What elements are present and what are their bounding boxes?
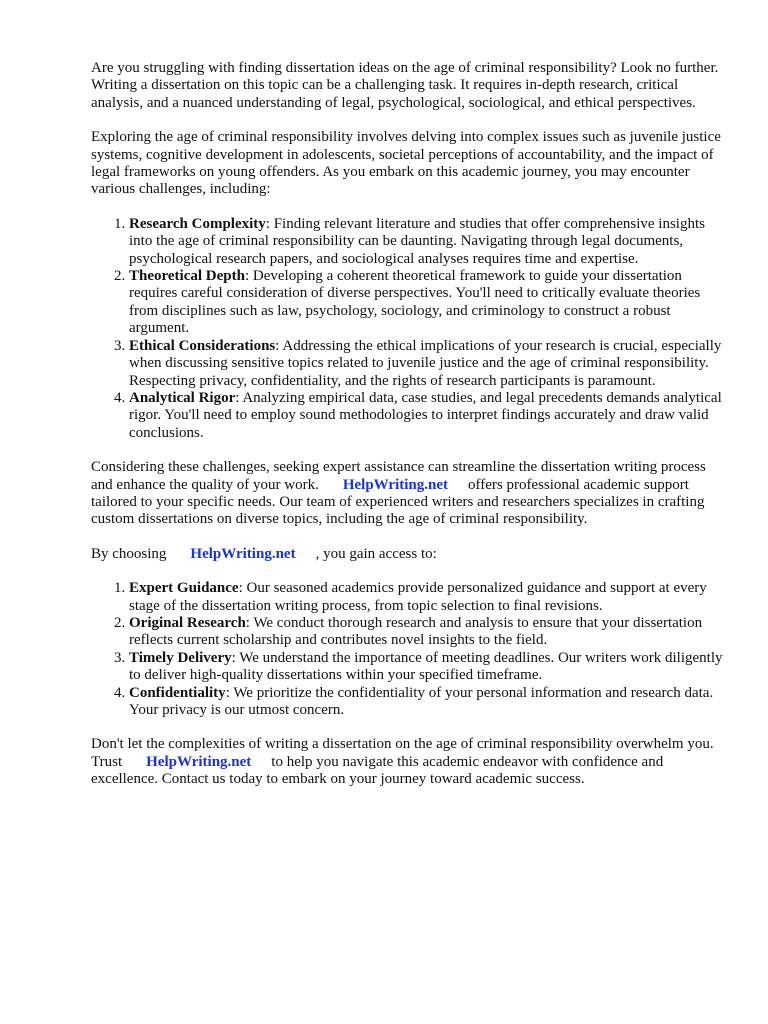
intro-paragraph: Are you struggling with finding dissertation ideas on the age of criminal responsibility? Look no further. Writing a dissertation on this topic can be a challenging task. It requires in-depth research, critical analysis, and a nuanced understanding of legal, psychological, sociological, and ethical perspectives. bbox=[91, 60, 719, 111]
helpwriting-link[interactable]: HelpWriting.net bbox=[342, 476, 448, 493]
exploring-paragraph: Exploring the age of criminal responsibility involves delving into complex issues such as juvenile justice systems, cognitive development in adolescents, societal perceptions of accountability, and the impact of legal frameworks on young offenders. As you embark on this academic journey, you may encounter various challenges, including: bbox=[91, 129, 721, 198]
list-item bbox=[129, 615, 731, 650]
benefits-list bbox=[91, 580, 731, 719]
benefit-text: : We prioritize the confidentiality of your personal information and research data. Your privacy is our utmost concern. bbox=[129, 684, 714, 718]
helpwriting-link[interactable]: HelpWriting.net bbox=[146, 753, 252, 770]
list-item bbox=[129, 268, 731, 338]
benefit-term: Original Research bbox=[129, 614, 246, 631]
considering-paragraph bbox=[91, 459, 731, 529]
choosing-text-after: , you gain access to: bbox=[315, 545, 437, 562]
closing-paragraph bbox=[91, 736, 731, 788]
benefit-term: Expert Guidance bbox=[129, 580, 239, 597]
benefit-term: Timely Delivery bbox=[129, 649, 232, 666]
benefit-text: : Our seasoned academics provide personalized guidance and support at every stage of the dissertation writing process, from topic selection to final revisions. bbox=[129, 580, 707, 614]
challenge-text: : Finding relevant literature and studies that offer comprehensive insights into the age of criminal responsibility can be daunting. Navigating through legal documents, psychological research papers, and sociological analyses requires time and expertise. bbox=[129, 215, 705, 267]
list-item bbox=[129, 685, 731, 720]
list-item bbox=[129, 216, 731, 268]
challenge-text: : Analyzing empirical data, case studies, and legal precedents demands analytical rigor. You'll need to employ sound methodologies to interpret findings accurately and draw valid conclusions. bbox=[129, 389, 722, 441]
challenge-text: : Addressing the ethical implications of your research is crucial, especially when discussing sensitive topics related to juvenile justice and the age of criminal responsibility. Respecting privacy, confidentiality, and the rights of research participants is paramount. bbox=[129, 337, 722, 389]
benefit-text: : We understand the importance of meeting deadlines. Our writers work diligently to deliver high-quality dissertations within your specified timeframe. bbox=[129, 649, 723, 684]
considering-text-after: offers professional academic support tailored to your specific needs. Our team of experienced writers and researchers specializes in crafting custom dissertations on diverse topics, including the age of criminal responsibility. bbox=[91, 476, 705, 528]
benefit-text: : We conduct thorough research and analysis to ensure that your dissertation reflects current scholarship and contributes novel insights to the field. bbox=[129, 614, 703, 649]
challenges-list bbox=[91, 216, 731, 442]
document-body bbox=[91, 60, 731, 806]
list-item bbox=[129, 580, 731, 615]
benefit-term: Confidentiality bbox=[129, 684, 226, 701]
list-item bbox=[129, 390, 731, 442]
challenge-text: : Developing a coherent theoretical framework to guide your dissertation requires careful consideration of diverse perspectives. You'll need to critically evaluate theories from disciplines such as law, psychology, sociology, and criminology to construct a robust argument. bbox=[129, 268, 701, 337]
closing-text-before: Don't let the complexities of writing a dissertation on the age of criminal responsibility overwhelm you. Trust bbox=[91, 736, 714, 770]
choosing-paragraph bbox=[91, 546, 731, 563]
closing-text-after: to help you navigate this academic endeavor with confidence and excellence. Contact us today to embark on your journey toward academic success. bbox=[91, 753, 664, 788]
challenge-term: Ethical Considerations bbox=[129, 337, 276, 354]
challenge-term: Theoretical Depth bbox=[129, 268, 245, 285]
choosing-text-before: By choosing bbox=[91, 545, 167, 562]
list-item bbox=[129, 338, 731, 390]
list-item bbox=[129, 650, 731, 685]
challenge-term: Research Complexity bbox=[129, 215, 266, 232]
challenge-term: Analytical Rigor bbox=[129, 389, 236, 406]
considering-text-before: Considering these challenges, seeking expert assistance can streamline the dissertation writing process and enhance the quality of your work. bbox=[91, 459, 706, 493]
helpwriting-link[interactable]: HelpWriting.net bbox=[190, 545, 296, 562]
